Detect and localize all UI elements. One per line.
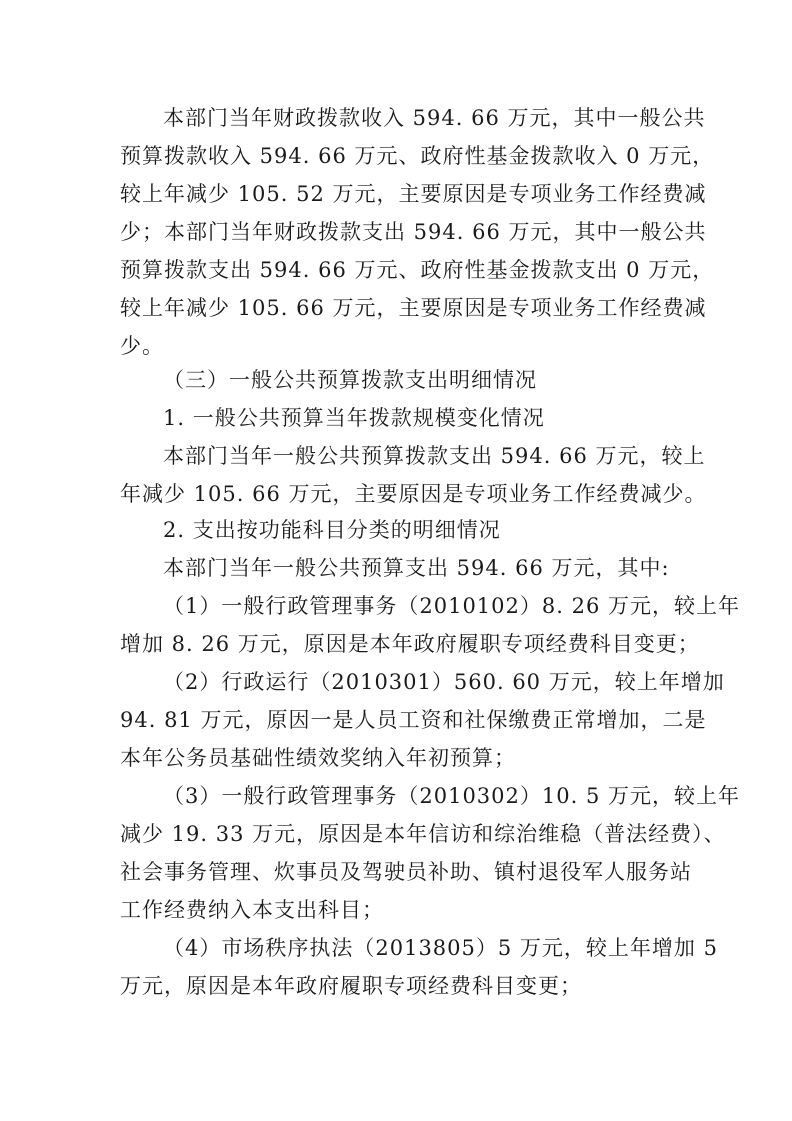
paragraph-line: 少。: [120, 334, 164, 358]
list-item-line: 减少 19. 33 万元，原因是本年信访和综治维稳（普法经费）、: [120, 822, 726, 846]
list-item-line: 社会事务管理、炊事员及驾驶员补助、镇村退役军人服务站: [120, 860, 692, 884]
list-item-line: （1）一般行政管理事务（2010102）8. 26 万元，较上年: [163, 594, 740, 618]
paragraph-line: 预算拨款收入 594. 66 万元、政府性基金拨款收入 0 万元，: [120, 144, 715, 168]
paragraph-line: 预算拨款支出 594. 66 万元、政府性基金拨款支出 0 万元，: [120, 258, 715, 282]
paragraph-line: 本部门当年财政拨款收入 594. 66 万元，其中一般公共: [163, 106, 706, 130]
paragraph-line: 年减少 105. 66 万元，主要原因是专项业务工作经费减少。: [120, 482, 707, 506]
paragraph-line: 较上年减少 105. 66 万元，主要原因是专项业务工作经费减: [120, 296, 707, 320]
list-item-line: 94. 81 万元，原因一是人员工资和社保缴费正常增加，二是: [120, 708, 707, 732]
list-item-line: （2）行政运行（2010301）560. 60 万元，较上年增加: [163, 670, 725, 694]
list-item-line: 万元，原因是本年政府履职专项经费科目变更；: [120, 974, 582, 998]
list-item-line: （4）市场秩序执法（2013805）5 万元，较上年增加 5: [163, 936, 718, 960]
subsection-heading: 2. 支出按功能科目分类的明细情况: [163, 518, 501, 542]
section-heading: （三）一般公共预算拨款支出明细情况: [163, 368, 537, 392]
list-item-line: 增加 8. 26 万元，原因是本年政府履职专项经费科目变更；: [120, 632, 700, 656]
paragraph-line: 本部门当年一般公共预算拨款支出 594. 66 万元，较上: [163, 444, 706, 468]
paragraph-line: 少；本部门当年财政拨款支出 594. 66 万元，其中一般公共: [120, 220, 707, 244]
paragraph-line: 本部门当年一般公共预算支出 594. 66 万元，其中:: [163, 556, 670, 580]
paragraph-line: 较上年减少 105. 52 万元，主要原因是专项业务工作经费减: [120, 182, 707, 206]
list-item-line: （3）一般行政管理事务（2010302）10. 5 万元，较上年: [163, 784, 740, 808]
list-item-line: 工作经费纳入本支出科目；: [120, 898, 384, 922]
subsection-heading: 1. 一般公共预算当年拨款规模变化情况: [163, 406, 545, 430]
list-item-line: 本年公务员基础性绩效奖纳入年初预算；: [120, 746, 516, 770]
